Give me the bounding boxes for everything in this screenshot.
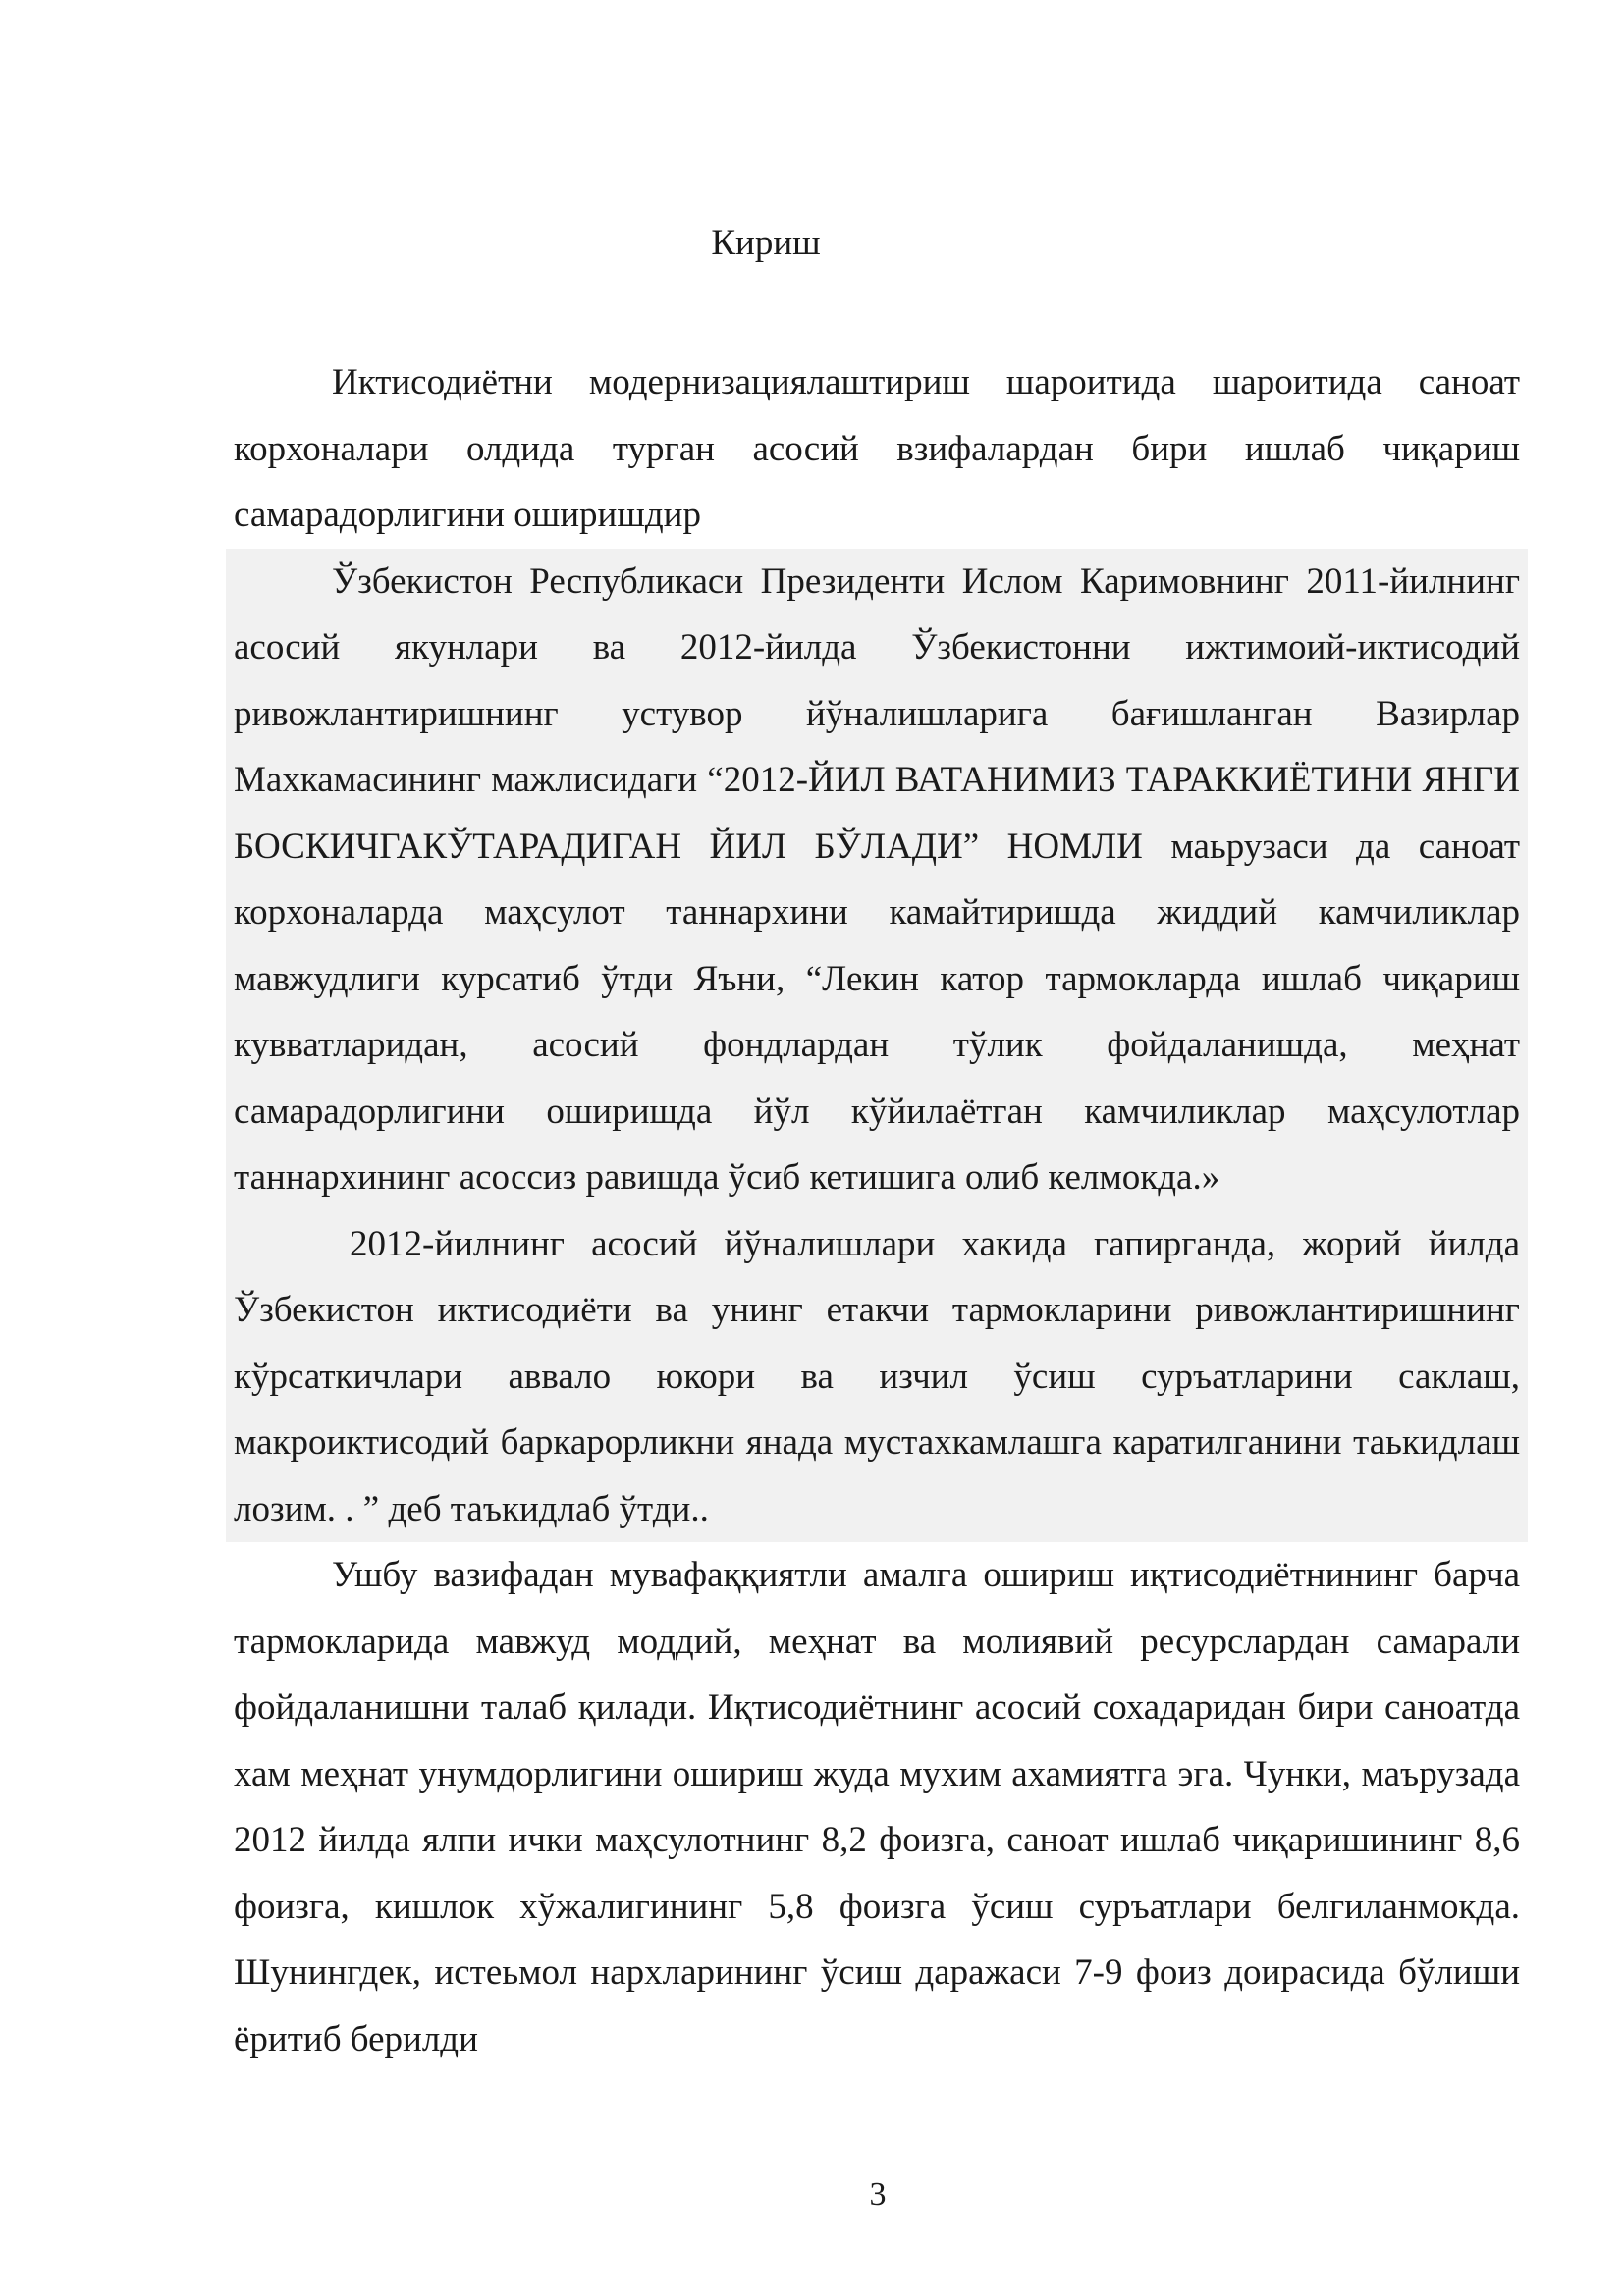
document-body xyxy=(234,349,1520,2072)
paragraph-president-report: Ўзбекистон Республикаси Президенти Ислом Каримовнинг 2011-йилнинг асосий якунлари ва 2012-йилда Ўзбекистонни ижтимоий-иктисодий ривожлантиришнинг устувор йўналишларига бағишланган Вазирлар Махкамасининг мажлисидаги “2012-ЙИЛ ВАТАНИМИЗ ТАРАККИЁТИНИ ЯНГИ БОСКИЧГАКЎТАРАДИГАН ЙИЛ БЎЛАДИ” НОМЛИ маьрузаси да саноат корхоналарда маҳсулот таннархини камайтиришда жиддий камчиликлар мавжудлиги курсатиб ўтди Яъни, “Лекин катор тармокларда ишлаб чиқариш кувватларидан, асосий фондлардан тўлик фойдаланишда, меҳнат самарадорлигини оширишда йўл кўйилаётган камчиликлар маҳсулотлар таннархининг асоссиз равишда ўсиб кетишига олиб келмокда.» xyxy=(234,561,1520,1198)
highlighted-quote-block xyxy=(226,549,1528,1543)
paragraph-tasks: Ушбу вазифадан мувафаққиятли амалга ошириш иқтисодиётнининг барча тармокларида мавжуд моддий, меҳнат ва молиявий ресурслардан самарали фойдаланишни талаб қилади. Иқтисодиётнинг асосий сохадаридан бири саноатда хам меҳнат унумдорлигини ошириш жуда мухим ахамиятга эга. Чунки, маърузада 2012 йилда ялпи ички маҳсулотнинг 8,2 фоизга, саноат ишлаб чиқаришининг 8,6 фоизга, кишлок хўжалигининг 5,8 фоизга ўсиш суръатлари белгиланмокда. Шунингдек, истеьмол нархларининг ўсиш даражаси 7-9 фоиз доирасида бўлиши ёритиб берилди xyxy=(234,1555,1520,2059)
paragraph-intro: Иктисодиётни модернизациялаштириш шароитида шароитида саноат корхоналари олдида турган асосий взифалардан бири ишлаб чиқариш самарадорлигини оширишдир xyxy=(234,362,1520,535)
paragraph-main-directions: 2012-йилнинг асосий йўналишлари хакида гапирганда, жорий йилда Ўзбекистон иктисодиёти ва унинг етакчи тармокларини ривожлантиришнинг кўрсаткичлари аввало юкори ва изчил ўсиш суръатларини саклаш, макроиктисодий баркарорликни янада мустахкамлашга каратилганини таькидлаш лозим. . ” деб таъкидлаб ўтди.. xyxy=(234,1223,1520,1529)
page-number: 3 xyxy=(869,2176,887,2213)
section-title: Кириш xyxy=(711,223,821,263)
